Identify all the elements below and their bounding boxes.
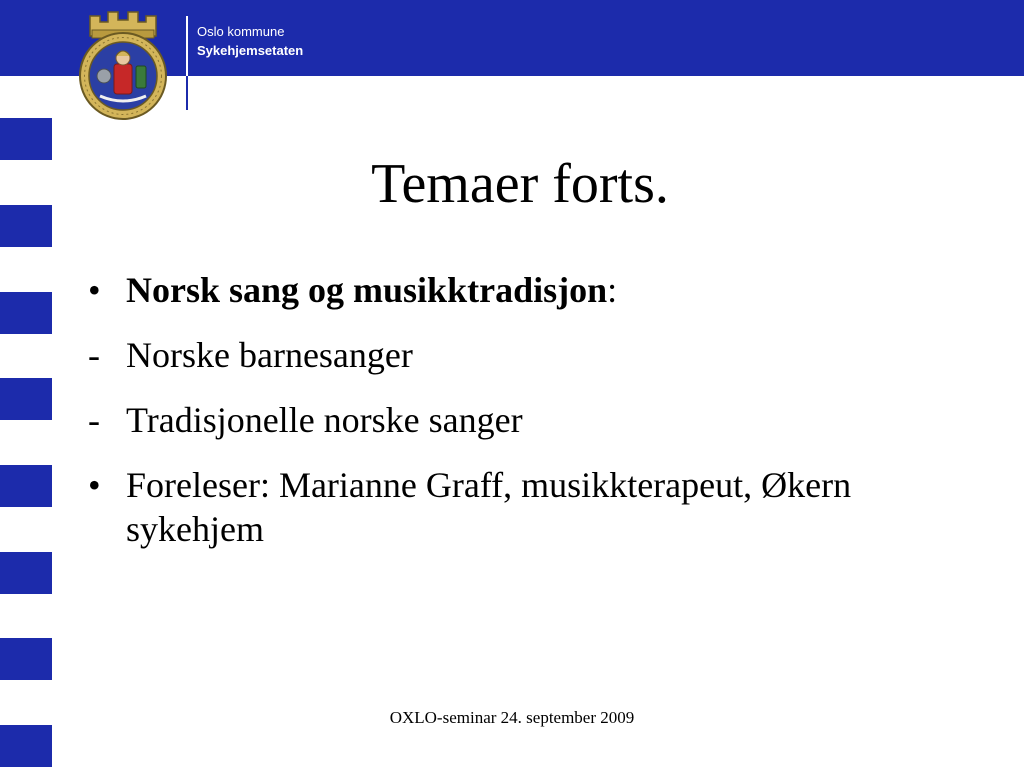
dash-marker: - (88, 400, 100, 440)
bullet-text: Norske barnesanger (126, 335, 413, 375)
bullet-text: : (607, 270, 618, 310)
bullet-marker: • (88, 465, 101, 505)
side-stripe (0, 638, 52, 680)
bullet-item (84, 398, 964, 442)
bullet-item (84, 268, 964, 312)
side-stripe (0, 725, 52, 767)
dash-marker: - (88, 335, 100, 375)
header-divider-highlight (186, 16, 188, 76)
slide-title: Temaer forts. (371, 153, 669, 215)
bullet-text: Foreleser: Marianne Graff, musikkterapeut, Økern sykehjem (126, 465, 852, 549)
side-stripes (0, 0, 52, 768)
bullet-item (84, 463, 964, 551)
side-stripe (0, 292, 52, 334)
side-stripe (0, 552, 52, 594)
org-name: Oslo kommune (197, 24, 285, 39)
department-name: Sykehjemsetaten (197, 43, 304, 58)
bullet-marker: • (88, 270, 101, 310)
slide-footer: OXLO-seminar 24. september 2009 (389, 708, 635, 727)
bullet-list (84, 268, 964, 572)
bullet-heading: Norsk sang og musikktradisjon (126, 270, 608, 310)
oslo-city-seal-icon (68, 6, 178, 122)
side-stripe (0, 378, 52, 420)
side-stripe (0, 465, 52, 507)
bullet-item (84, 333, 964, 377)
bullet-text: Tradisjonelle norske sanger (126, 400, 523, 440)
